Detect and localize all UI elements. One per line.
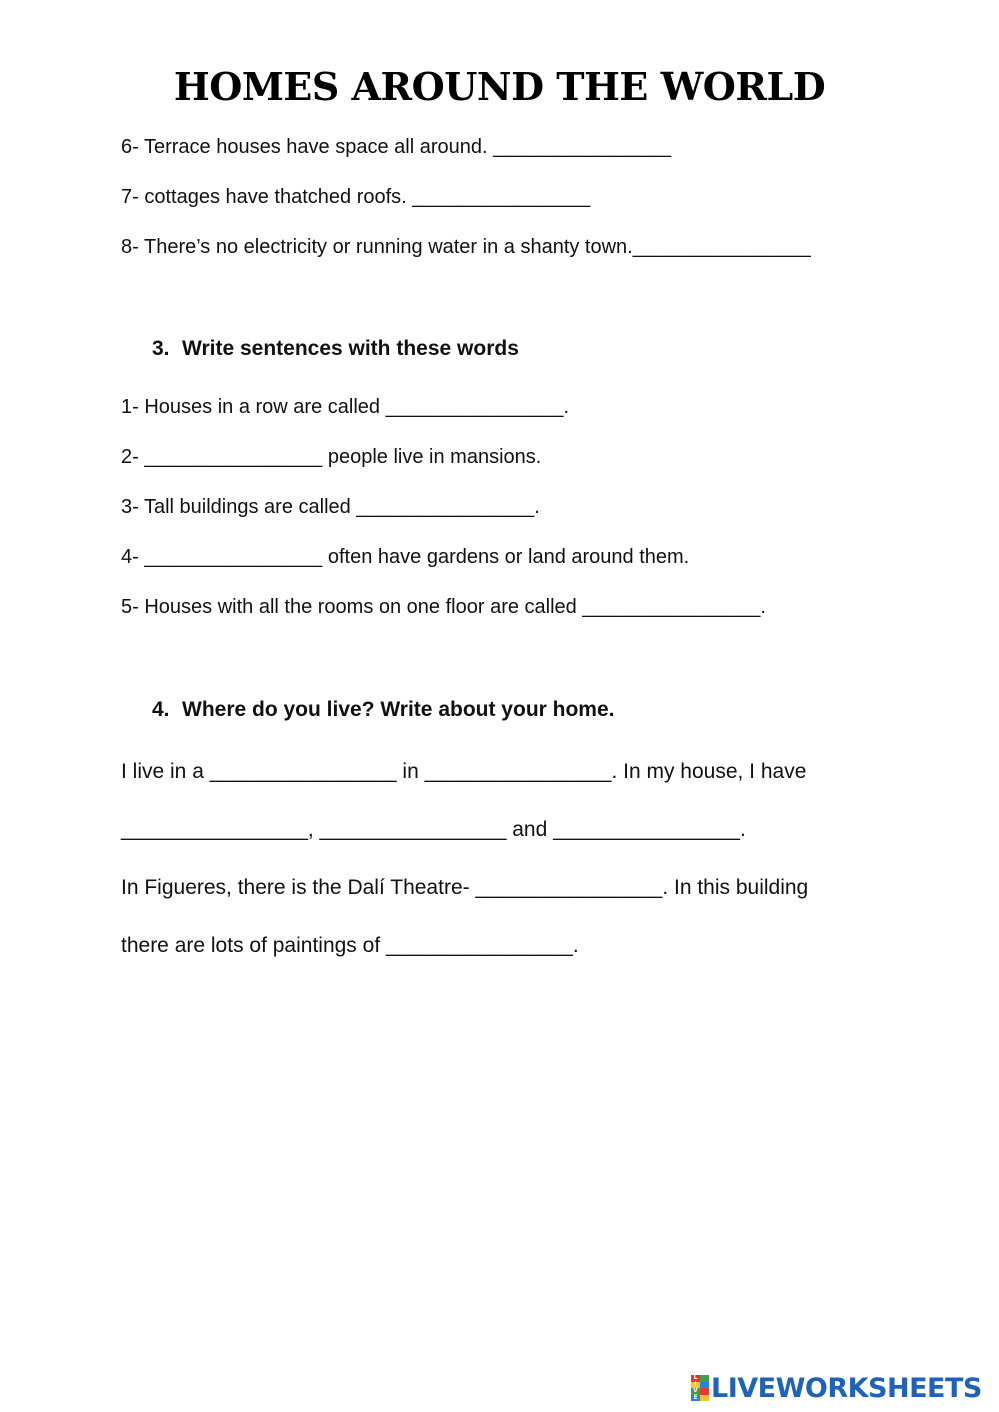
logo-mark-letter: E [691, 1395, 700, 1402]
worksheet-title: HOMES AROUND THE WORLD [173, 64, 826, 109]
statement-6: 6- Terrace houses have space all around. ________________ [121, 136, 672, 158]
home-line-2: ________________, ________________ and ________________. [121, 818, 746, 841]
section-4-title: Where do you live? Write about your home. [182, 698, 615, 721]
sentence-2: 2- ________________ people live in mansions. [121, 446, 542, 468]
liveworksheets-logo-icon [691, 1375, 709, 1401]
home-line-4: there are lots of paintings of ________________. [121, 934, 579, 957]
section-3-title: Write sentences with these words [182, 337, 519, 360]
section-4-number: 4. [152, 698, 170, 721]
statement-7: 7- cottages have thatched roofs. ________________ [121, 186, 591, 208]
sentence-4: 4- ________________ often have gardens or land around them. [121, 546, 690, 568]
liveworksheets-logo-text: LIVEWORKSHEETS [711, 1372, 982, 1404]
home-line-1: I live in a ________________ in ________________. In my house, I have [121, 760, 807, 783]
logo-mark-letter: L [691, 1375, 700, 1382]
section-3-number: 3. [152, 337, 170, 360]
home-line-3: In Figueres, there is the Dalí Theatre- ________________. In this building [121, 876, 809, 899]
logo-mark-letter: I [691, 1382, 700, 1389]
sentence-5: 5- Houses with all the rooms on one floor are called ________________. [121, 596, 766, 618]
statement-8: 8- There’s no electricity or running water in a shanty town.________________ [121, 236, 811, 258]
section-4-heading [152, 698, 615, 722]
section-3-heading [152, 337, 519, 361]
liveworksheets-logo [691, 1373, 982, 1403]
sentence-3: 3- Tall buildings are called ________________. [121, 496, 540, 518]
sentence-1: 1- Houses in a row are called ________________. [121, 396, 570, 418]
logo-mark-letter: V [691, 1388, 700, 1395]
